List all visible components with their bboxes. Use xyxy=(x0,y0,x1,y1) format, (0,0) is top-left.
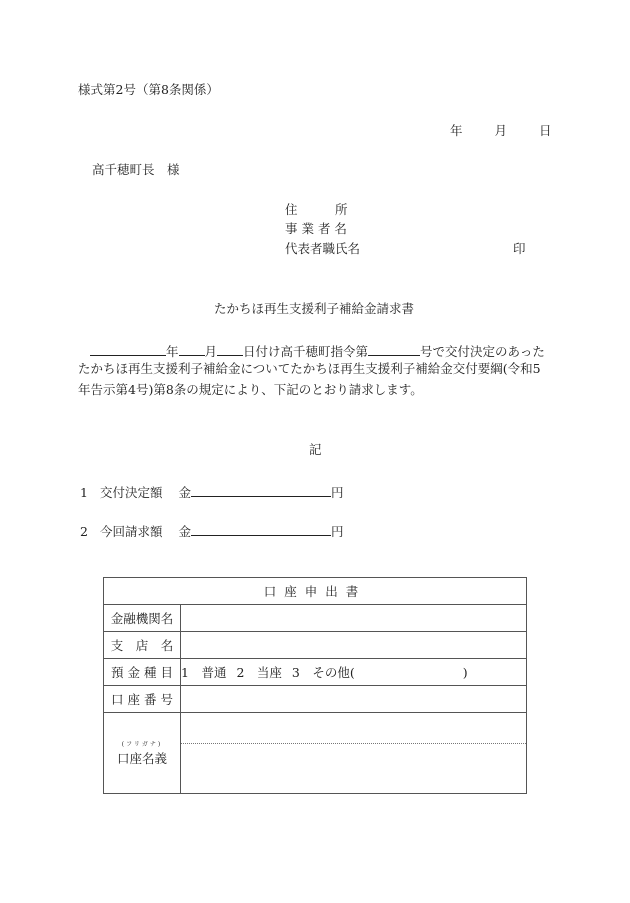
account-application-table xyxy=(103,577,527,794)
addressee: 高千穂町長 様 xyxy=(92,162,180,177)
date-year: 年 xyxy=(450,123,463,138)
date-line xyxy=(450,125,551,138)
item-label: 交付決定額 xyxy=(99,485,163,500)
blank-day[interactable] xyxy=(217,343,243,356)
ki-heading: 記 xyxy=(309,442,322,457)
item-unit: 円 xyxy=(330,524,344,539)
type-other[interactable]: 3 その他( xyxy=(291,665,355,680)
account-number-field[interactable] xyxy=(181,686,527,713)
item-label: 今回請求額 xyxy=(99,524,163,539)
document-title: たかちほ再生支援利子補給金請求書 xyxy=(214,301,415,316)
date-month: 月 xyxy=(494,123,507,138)
item-number: 1 xyxy=(80,485,88,500)
item-grant-decision xyxy=(80,484,344,500)
form-number: 様式第2号（第8条関係） xyxy=(78,82,219,97)
date-day: 日 xyxy=(538,123,552,138)
furigana-divider xyxy=(181,743,526,744)
account-number-label: 口 座 番 号 xyxy=(104,686,181,713)
bank-name-field[interactable] xyxy=(181,605,527,632)
branch-name-label: 支 店 名 xyxy=(104,632,181,659)
account-holder-label: 口座名義 xyxy=(116,751,167,766)
claim-amount-field[interactable] xyxy=(191,523,331,536)
item-unit: 円 xyxy=(330,485,344,500)
body-day-text: 日付け高千穂町指令第 xyxy=(243,344,369,359)
type-ordinary[interactable]: 1 普通 xyxy=(181,665,227,680)
type-other-close: ) xyxy=(462,665,468,680)
bank-name-label: 金融機関名 xyxy=(104,605,181,632)
account-holder-label-cell xyxy=(104,713,181,794)
blank-number[interactable] xyxy=(368,343,420,356)
item-claim-amount xyxy=(80,523,344,539)
item-prefix: 金 xyxy=(178,524,191,539)
body-line-3: 年告示第4号)第8条の規定により、下記のとおり請求します。 xyxy=(78,382,423,397)
furigana-label: (フリガナ) xyxy=(121,741,163,748)
item-prefix: 金 xyxy=(178,485,191,500)
business-name-label: 事 業 者 名 xyxy=(285,221,347,236)
seal-mark: 印 xyxy=(513,241,526,256)
type-current[interactable]: 2 当座 xyxy=(236,665,282,680)
account-holder-field[interactable] xyxy=(181,713,527,794)
representative-label: 代表者職氏名 xyxy=(285,241,361,256)
blank-year[interactable] xyxy=(90,343,166,356)
deposit-type-options[interactable] xyxy=(181,659,527,686)
branch-name-field[interactable] xyxy=(181,632,527,659)
body-month: 月 xyxy=(204,344,218,359)
deposit-type-label: 預 金 種 目 xyxy=(104,659,181,686)
item-number: 2 xyxy=(80,524,88,539)
body-number-text: 号で交付決定のあった xyxy=(420,344,545,359)
account-table-title: 口座申出書 xyxy=(104,578,527,605)
address-label: 住 所 xyxy=(285,202,348,217)
grant-amount-field[interactable] xyxy=(191,484,331,497)
body-year: 年 xyxy=(166,344,179,359)
body-line-1 xyxy=(90,343,545,359)
blank-month[interactable] xyxy=(179,343,205,356)
body-line-2: たかちほ再生支援利子補給金についてたかちほ再生支援利子補給金交付要綱(令和5 xyxy=(78,361,541,376)
